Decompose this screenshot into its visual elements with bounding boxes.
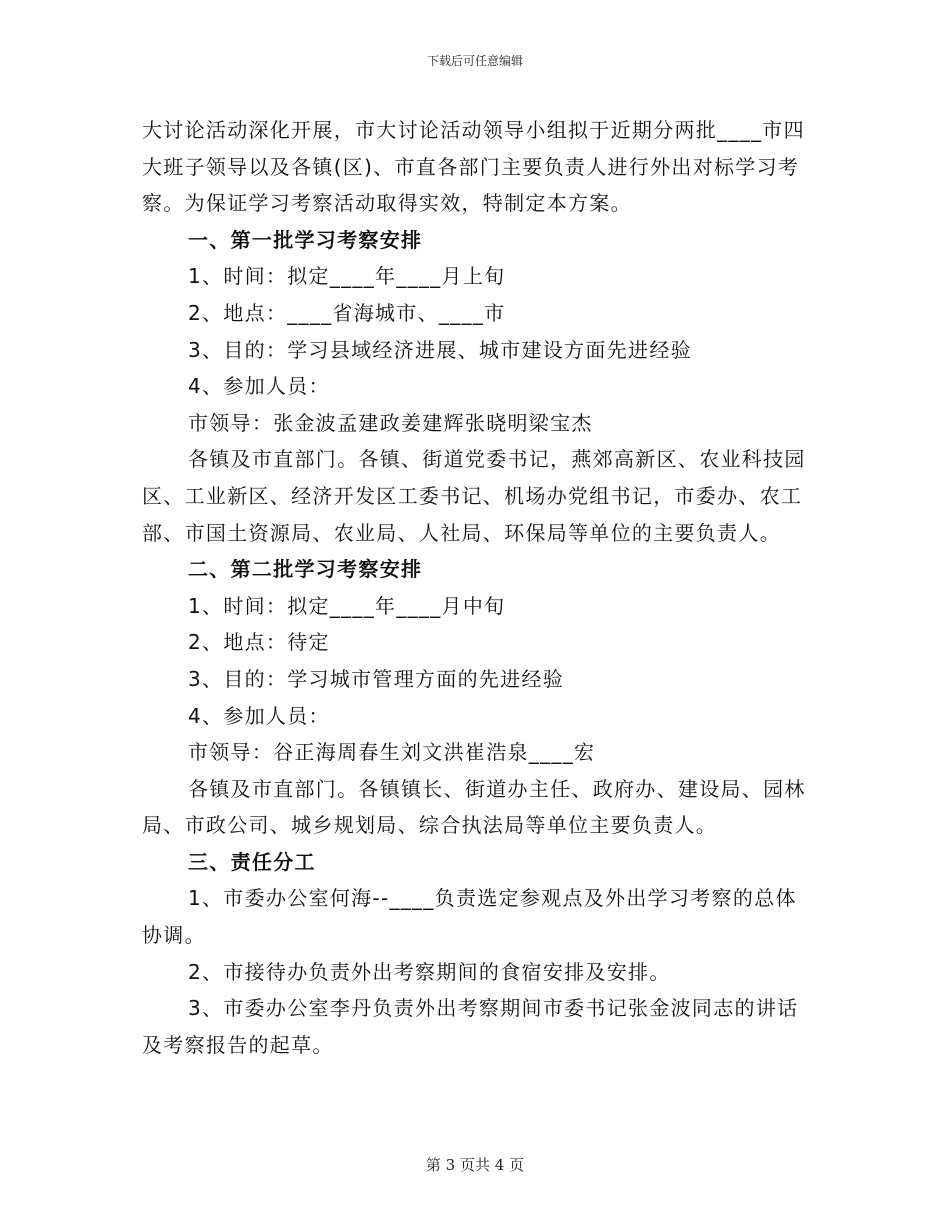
paragraph: 市领导：张金波孟建政姜建辉张晓明梁宝杰 [188,410,593,435]
document-body [142,112,810,1063]
intro-paragraph: 大讨论活动深化开展，市大讨论活动领导小组拟于近期分两批____市四大班子领导以及各镇(区)、市直各部门主要负责人进行外出对标学习考察。为保证学习考察活动取得实效，特制定本方案。 [142,118,805,216]
list-item: 1、时间：拟定____年____月上旬 [188,264,506,289]
paragraph: 各镇及市直部门。各镇、街道党委书记，燕郊高新区、农业科技园区、工业新区、经济开发区工委书记、机场办党组书记，市委办、农工部、市国土资源局、农业局、人社局、环保局等单位的主要负责人。 [142,447,806,545]
page-header: 下载后可任意编辑 [426,54,523,68]
list-item: 4、参加人员： [188,703,330,728]
list-item: 3、目的：学习县域经济进展、城市建设方面先进经验 [188,337,692,362]
list-item: 2、市接待办负责外出考察期间的食宿安排及安排。 [188,959,671,984]
list-item: 4、参加人员： [188,374,330,399]
list-item: 2、地点：____省海城市、____市 [188,300,506,325]
paragraph: 各镇及市直部门。各镇镇长、街道办主任、政府办、建设局、园林局、市政公司、城乡规划局、综合执法局等单位主要负责人。 [142,776,806,838]
section-heading-2: 二、第二批学习考察安排 [188,557,423,582]
section-heading-3: 三、责任分工 [188,849,316,874]
paragraph: 市领导：谷正海周春生刘文洪崔浩泉____宏 [188,740,596,765]
list-item: 1、市委办公室何海--____负责选定参观点及外出学习考察的总体协调。 [142,886,797,948]
list-item: 2、地点：待定 [188,630,330,655]
list-item: 3、市委办公室李丹负责外出考察期间市委书记张金波同志的讲话及考察报告的起草。 [142,996,799,1057]
list-item: 3、目的：学习城市管理方面的先进经验 [188,666,565,691]
page-footer: 第 3 页共 4 页 [425,1156,525,1174]
list-item: 1、时间：拟定____年____月中旬 [188,593,506,618]
section-heading-1: 一、第一批学习考察安排 [188,227,423,252]
